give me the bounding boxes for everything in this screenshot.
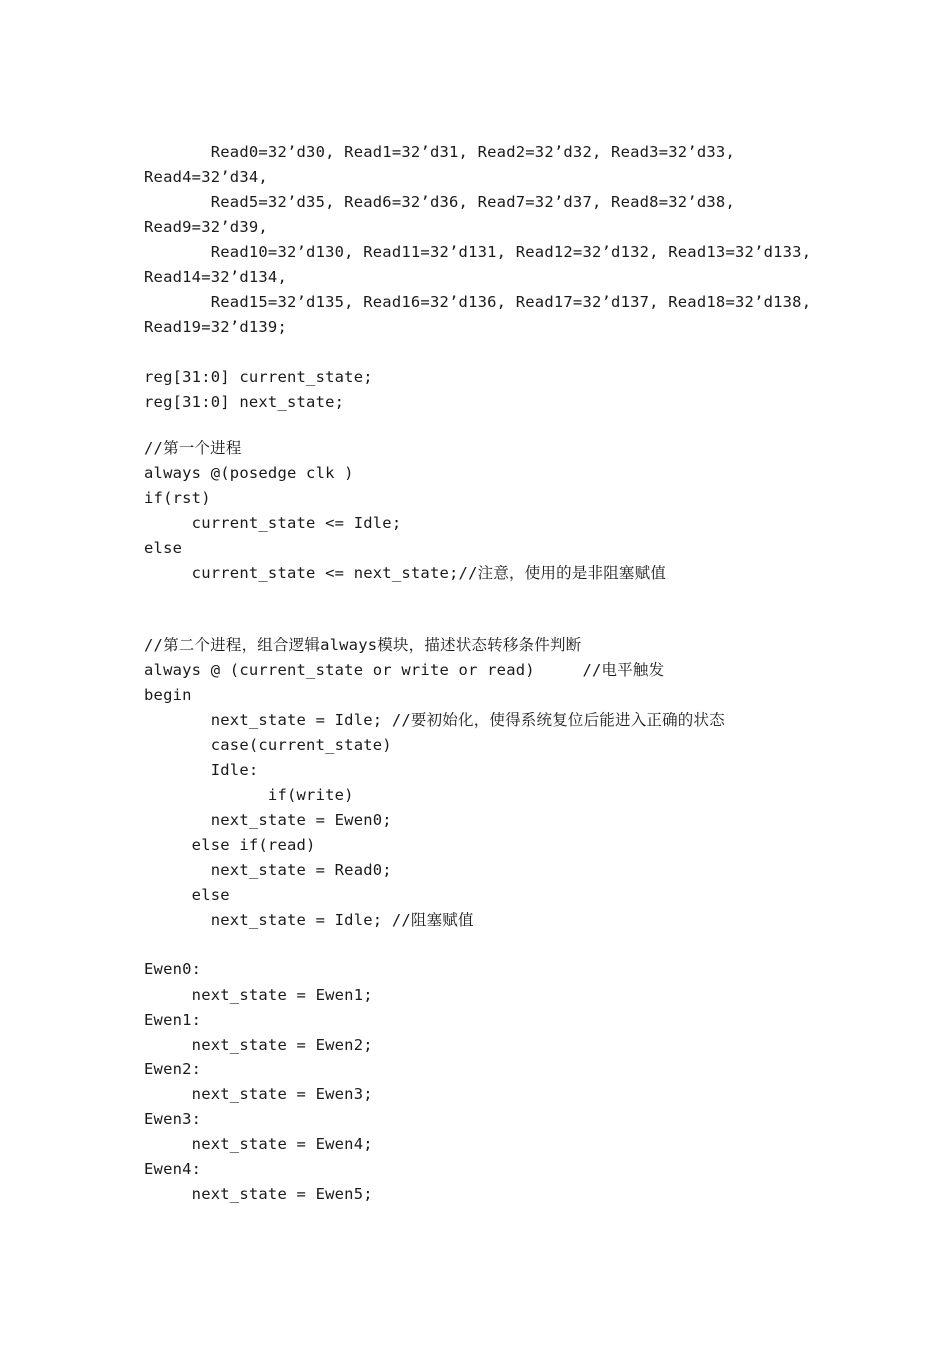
code-line: Idle: <box>144 761 259 779</box>
code-line: Read0=32’d30, Read1=32’d31, Read2=32’d32, Read3=32’d33, <box>144 143 735 161</box>
code-line: begin <box>144 686 192 704</box>
code-line: Ewen2: <box>144 1060 202 1078</box>
code-line: next_state = Idle; //要初始化，使得系统复位后能进入正确的状态 <box>144 711 725 729</box>
code-line: Read15=32’d135, Read16=32’d136, Read17=32’d137, Read18=32’d138, <box>144 293 812 311</box>
comment-line: //第二个进程，组合逻辑always模块，描述状态转移条件判断 <box>144 636 582 654</box>
code-line: next_state = Ewen0; <box>144 811 392 829</box>
code-line: if(rst) <box>144 489 211 507</box>
code-line: Read4=32’d34, <box>144 168 268 186</box>
comment-line: //第一个进程 <box>144 439 242 457</box>
code-line: next_state = Ewen4; <box>144 1135 373 1153</box>
code-line: Read10=32’d130, Read11=32’d131, Read12=32’d132, Read13=32’d133, <box>144 243 812 261</box>
code-line: reg[31:0] next_state; <box>144 393 345 411</box>
code-line: Read14=32’d134, <box>144 268 287 286</box>
code-line: next_state = Ewen5; <box>144 1185 373 1203</box>
code-line: Read9=32’d39, <box>144 218 268 236</box>
code-line: else <box>144 886 230 904</box>
code-line: next_state = Ewen2; <box>144 1036 373 1054</box>
code-line: Read19=32’d139; <box>144 318 287 336</box>
code-line: current_state <= next_state;//注意，使用的是非阻塞赋值 <box>144 564 667 582</box>
code-line: else <box>144 539 183 557</box>
code-line: Read5=32’d35, Read6=32’d36, Read7=32’d37, Read8=32’d38, <box>144 193 735 211</box>
code-line: current_state <= Idle; <box>144 514 402 532</box>
code-line: reg[31:0] current_state; <box>144 368 373 386</box>
code-line: next_state = Read0; <box>144 861 392 879</box>
code-line: next_state = Ewen1; <box>144 986 373 1004</box>
code-line: always @ (current_state or write or read) //电平触发 <box>144 661 665 679</box>
code-line: Ewen4: <box>144 1160 202 1178</box>
code-line: Ewen1: <box>144 1011 202 1029</box>
code-line: next_state = Ewen3; <box>144 1085 373 1103</box>
code-line: Ewen3: <box>144 1110 202 1128</box>
code-line: next_state = Idle; //阻塞赋值 <box>144 911 474 929</box>
code-line: Ewen0: <box>144 960 202 978</box>
code-line: else if(read) <box>144 836 316 854</box>
code-line: if(write) <box>144 786 354 804</box>
code-line: always @(posedge clk ) <box>144 464 354 482</box>
code-line: case(current_state) <box>144 736 392 754</box>
